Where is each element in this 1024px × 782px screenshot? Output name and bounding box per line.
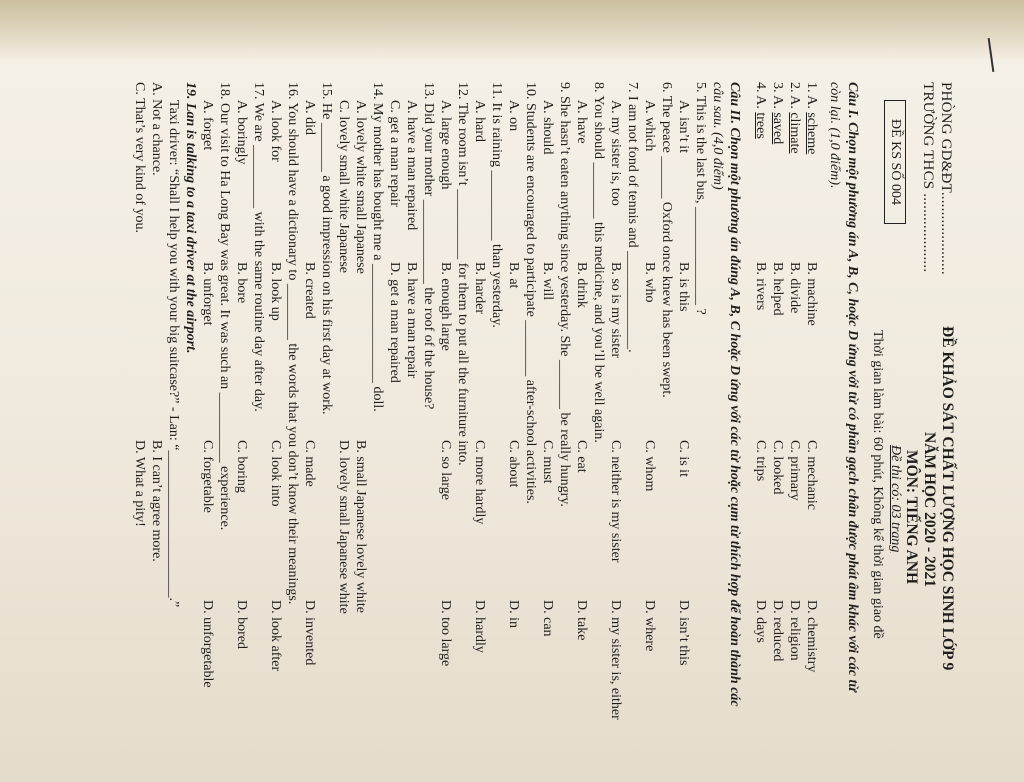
q13-option-b: B. have a man repair (404, 262, 419, 379)
q14-option-a: A. lovely white small Japanese (353, 100, 368, 274)
q19-option-d: D. What a pity! (132, 440, 147, 527)
q11-option-a: A. hard (472, 100, 487, 142)
q19-dialogue: Taxi driver: “Shall I help you with your big suitcase?” - Lan: “_____________________.” (166, 100, 181, 608)
dept-line: PHÒNG GD&ĐT..................... (938, 82, 954, 275)
q17-option-d: D. bored (234, 600, 249, 649)
q16-option-b: B. look up (268, 262, 283, 321)
q9-option-c: C. must (540, 440, 555, 484)
page-count: Đề thi có: 03 trang (888, 445, 903, 553)
q10-option-b: B. at (506, 262, 521, 289)
exam-title: ĐỀ KHẢO SÁT CHẤT LƯỢNG HỌC SINH LỚP 9 (939, 326, 956, 671)
q1-label: 1. A. scheme (804, 82, 819, 155)
q3-option-d: D. reduced (770, 600, 785, 662)
q19-text: 19. Lan is talking to a taxi driver at the airport. (183, 82, 198, 354)
q5-option-c: C. is it (676, 440, 691, 477)
q17-option-a: A. boringly (234, 100, 249, 165)
q17-text: 17. We are _________ with the same routine day after day. (251, 82, 266, 412)
q12-option-a: A. large enough (438, 100, 453, 190)
q10-option-c: C. about (506, 440, 521, 488)
q4-option-b: B. rivers (753, 262, 768, 311)
q4-option-d: D. days (753, 600, 768, 643)
q10-text: 10. Students are encouraged to participate ________ after-school activities. (523, 82, 538, 504)
q18-option-a: A. forget (200, 100, 215, 151)
q17-option-c: C. boring (234, 440, 249, 493)
q14-option-c: C. lovely small white Japanese (336, 100, 351, 274)
q6-option-a: A. which (642, 100, 657, 152)
q5-option-d: D. isn’t this (676, 600, 691, 666)
q18-text: 18. Our visit to Ha Long Bay was great. It was such an __________ experience. (217, 82, 232, 531)
q9-option-a: A. should (540, 100, 555, 155)
section2-title2: câu sau. (4,0 điểm) (710, 82, 725, 190)
q15-option-a: A. did (302, 100, 317, 135)
q6-option-b: B. who (642, 262, 657, 303)
q5-text: 5. This is the last bus, ______________ ? (693, 82, 708, 315)
q15-text: 15. He _______ a good impression on his first day at work. (319, 82, 334, 415)
q8-option-a: A. have (574, 100, 589, 144)
q15-option-d: D. invented (302, 600, 317, 666)
q16-option-d: D. look after (268, 600, 283, 672)
subject: MÔN: TIẾNG ANH (903, 450, 920, 585)
q14-text: 14. My mother has bought me a _________________ doll. (370, 82, 385, 412)
q13-text: 13. Did your mother ____________ the roof of the house? (421, 82, 436, 410)
q19-option-c: C. That’s very kind of you. (132, 82, 147, 234)
q18-option-b: B. unforget (200, 262, 215, 326)
school-year: NĂM HỌC 2020 - 2021 (921, 432, 938, 587)
school-line: TRƯỜNG THCS .................... (920, 82, 936, 273)
q12-option-b: B. enough large (438, 262, 453, 351)
q7-option-d: D. my sister is, either (608, 600, 623, 720)
q16-text: 16. You should have a dictionary to ________ the words that you don’t know their meanings. (285, 82, 300, 605)
q12-option-c: C. so large (438, 440, 453, 501)
q3-option-c: C. looked (770, 440, 785, 495)
q13-option-c: C. get a man repair (387, 100, 402, 207)
q6-option-d: D. where (642, 600, 657, 652)
q3-option-b: B. helped (770, 262, 785, 316)
q10-option-a: A. on (506, 100, 521, 132)
q9-option-b: B. will (540, 262, 555, 301)
q2-label: 2. A. climate (787, 82, 802, 154)
q14-option-b: B. small Japanese lovely white (353, 440, 368, 614)
q9-option-d: D. can (540, 600, 555, 637)
q18-option-c: C. forgetable (200, 440, 215, 513)
q16-option-a: A. look for (268, 100, 283, 162)
q7-option-a: A. my sister is, too (608, 100, 623, 206)
q4-option-c: C. trips (753, 440, 768, 482)
q9-text: 9. She hasn’t eaten anything since yesterday. She _______ be really hungry. (557, 82, 572, 507)
q12-text: 12. The room isn’t __________ for them to put all the furniture into. (455, 82, 470, 466)
q8-option-c: C. eat (574, 440, 589, 473)
q2-option-b: B. divide (787, 262, 802, 314)
q16-option-c: C. look into (268, 440, 283, 507)
q2-option-d: D. religion (787, 600, 802, 661)
q11-text: 11. It is raining __________ than yesterday. (489, 82, 504, 328)
q15-option-c: C. made (302, 440, 317, 487)
q4-label: 4. A. trees (753, 82, 768, 139)
section1-title2: còn lại. (1,0 điểm). (827, 82, 842, 189)
q1-option-d: D. chemistry (804, 600, 819, 673)
q19-option-b: B. I can’t agree more. (149, 440, 164, 562)
q17-option-b: B. bore (234, 262, 249, 304)
exam-code-box: ĐỀ KS SỐ 004 (884, 100, 906, 224)
q18-option-d: D. unforgetable (200, 600, 215, 688)
q13-option-d: D. get a man repaired (387, 262, 402, 383)
q10-option-d: D. in (506, 600, 521, 628)
q7-option-b: B. so is my sister (608, 262, 623, 359)
q7-option-c: C. neither is my sister (608, 440, 623, 563)
time-allowed: Thời gian làm bài: 60 phút, Không kể thời gian giao đề (870, 330, 885, 639)
q6-text: 6. The peace ______ Oxford once knew has been swept. (659, 82, 674, 398)
section1-title: Câu I. Chọn một phương án A, B, C, hoặc D ứng với từ có phần gạch chân được phát âm khác với các từ (845, 82, 860, 692)
q11-option-c: C. more hardly (472, 440, 487, 525)
q8-text: 8. You should ________ this medicine, and you’ll be well again. (591, 82, 606, 443)
q11-option-b: B. harder (472, 262, 487, 315)
q19-option-a: A. Not a chance. (149, 82, 164, 176)
q2-option-c: C. primary (787, 440, 802, 501)
q12-option-d: D. too large (438, 600, 453, 667)
q15-option-b: B. created (302, 262, 317, 319)
q8-option-b: B. drink (574, 262, 589, 308)
section2-title: Câu II. Chọn một phương án đúng A, B, C hoặc D ứng với các từ hoặc cụm từ thích hợp để hoàn thành các (727, 82, 742, 707)
q14-option-d: D. lovely small Japanese white (336, 440, 351, 614)
q1-option-c: C. mechanic (804, 440, 819, 510)
q5-option-a: A. isn’t it (676, 100, 691, 154)
q5-option-b: B. is this (676, 262, 691, 312)
q7-text: 7. I am not fond of tennis and ______________. (625, 82, 640, 353)
q8-option-d: D. take (574, 600, 589, 641)
q11-option-d: D. hardly (472, 600, 487, 653)
q1-option-b: B. machine (804, 262, 819, 326)
q3-label: 3. A. saved (770, 82, 785, 145)
q13-option-a: A. have a man repaired (404, 100, 419, 231)
q6-option-c: C. whom (642, 440, 657, 492)
